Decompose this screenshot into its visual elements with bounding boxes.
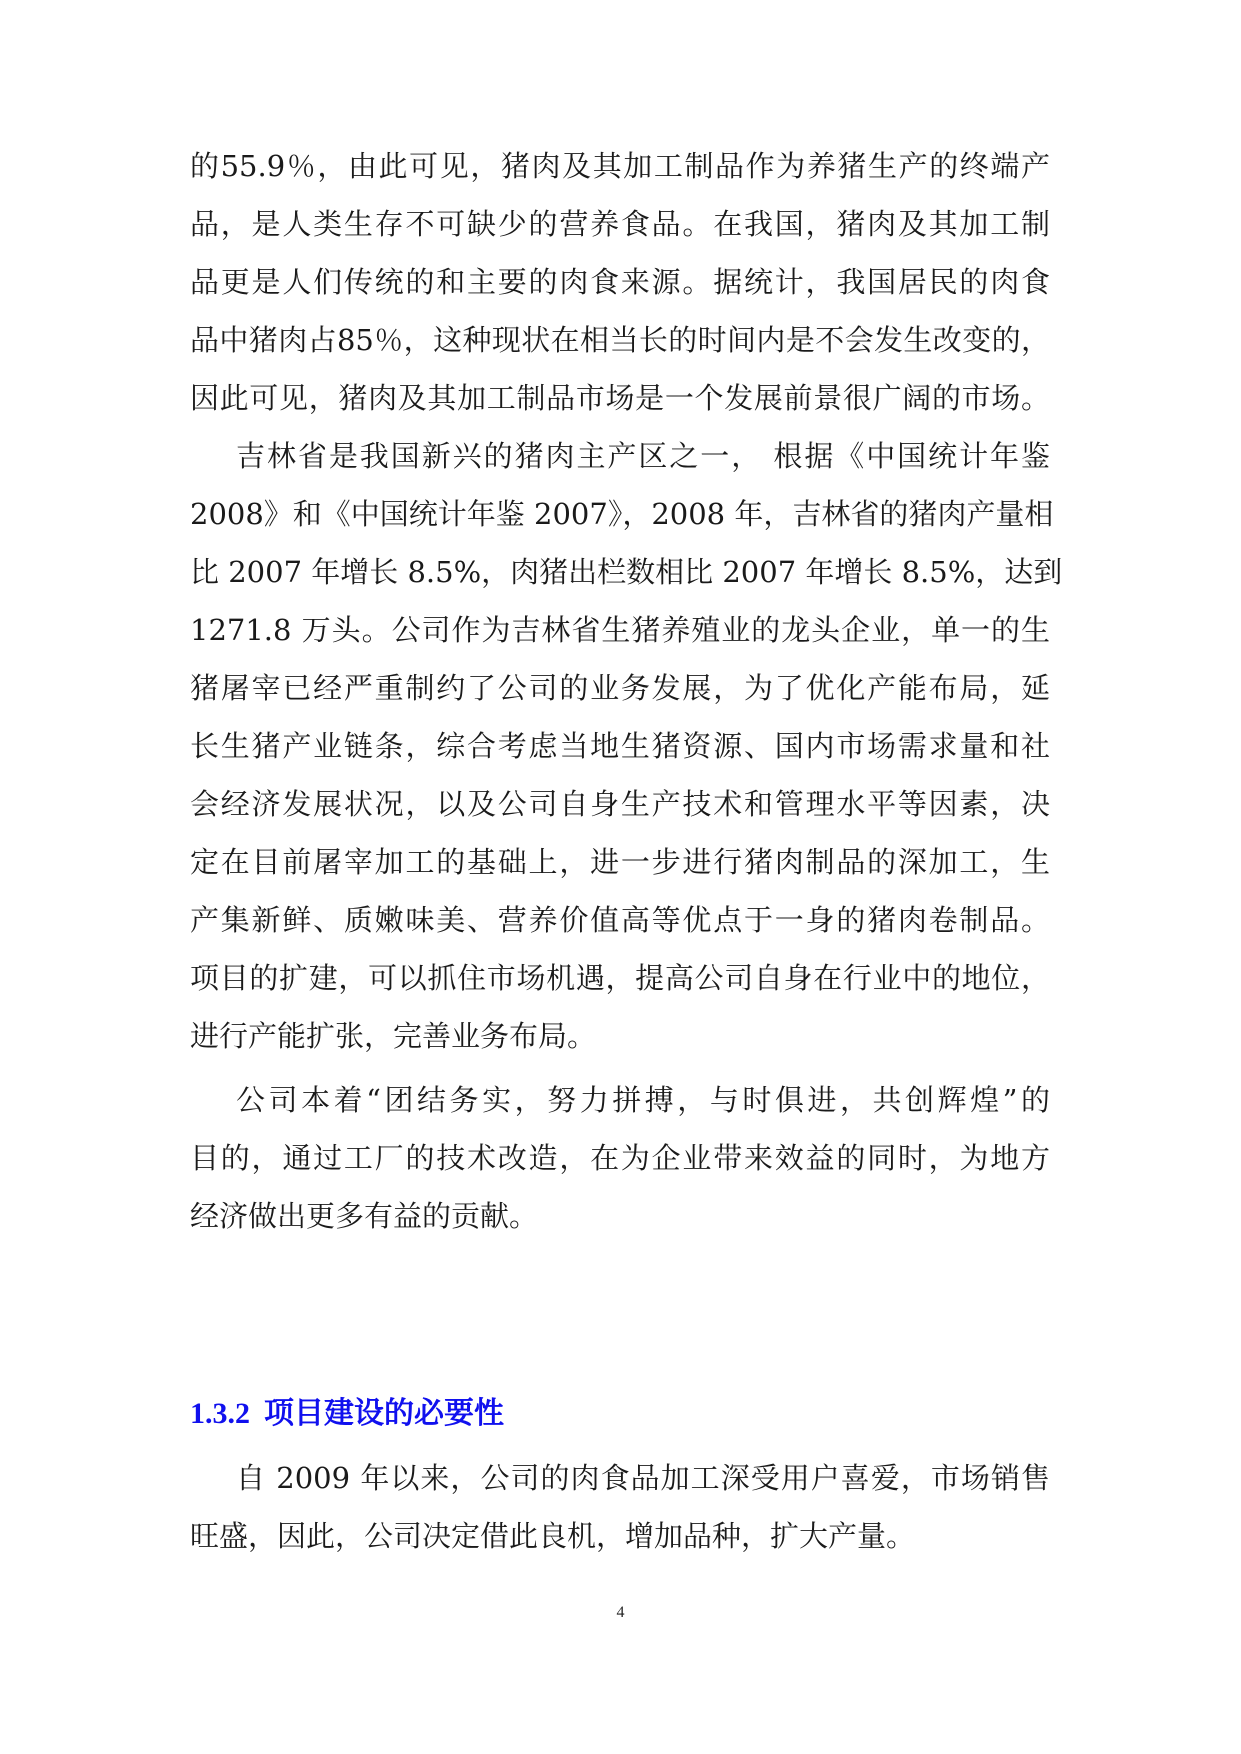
text-line: 公司本着“团结务实，努力拼搏，与时俱进，共创辉煌”的 [236,1083,1050,1117]
text-line: 品更是人们传统的和主要的肉食来源。据统计，我国居民的肉食 [190,265,1050,299]
text-line: 会经济发展状况，以及公司自身生产技术和管理水平等因素，决 [190,787,1050,821]
text-line: 自 2009 年以来，公司的肉食品加工深受用户喜爱，市场销售 [236,1461,1050,1495]
section-number: 1.3.2 [190,1397,250,1430]
text-line: 旺盛，因此，公司决定借此良机，增加品种，扩大产量。 [190,1519,916,1553]
text-line: 吉林省是我国新兴的猪肉主产区之一， 根据《中国统计年鉴 [236,439,1050,473]
text-line: 品，是人类生存不可缺少的营养食品。在我国，猪肉及其加工制 [190,207,1050,241]
text-line: 猪屠宰已经严重制约了公司的业务发展，为了优化产能布局，延 [190,671,1050,705]
text-line: 因此可见，猪肉及其加工制品市场是一个发展前景很广阔的市场。 [190,381,1050,415]
text-line: 的55.9％，由此可见，猪肉及其加工制品作为养猪生产的终端产 [190,149,1050,183]
text-line: 1271.8 万头。公司作为吉林省生猪养殖业的龙头企业，单一的生 [190,613,1050,647]
text-line: 定在目前屠宰加工的基础上，进一步进行猪肉制品的深加工，生 [190,845,1050,879]
page-number: 4 [616,1604,625,1621]
text-line: 2008》和《中国统计年鉴 2007》，2008 年，吉林省的猪肉产量相 [190,497,1054,531]
text-line: 长生猪产业链条，综合考虑当地生猪资源、国内市场需求量和社 [190,729,1050,763]
text-line: 目的，通过工厂的技术改造，在为企业带来效益的同时，为地方 [190,1141,1050,1175]
text-line: 进行产能扩张，完善业务布局。 [190,1019,597,1053]
section-heading [190,1392,504,1436]
text-line: 产集新鲜、质嫩味美、营养价值高等优点于一身的猪肉卷制品。 [190,903,1050,937]
section-title: 项目建设的必要性 [264,1396,504,1431]
text-line: 项目的扩建，可以抓住市场机遇，提高公司自身在行业中的地位， [190,961,1050,995]
text-line: 品中猪肉占85％，这种现状在相当长的时间内是不会发生改变的， [190,323,1050,357]
text-line: 经济做出更多有益的贡献。 [190,1199,539,1233]
text-line: 比 2007 年增长 8.5%，肉猪出栏数相比 2007 年增长 8.5%，达到 [190,555,1063,589]
